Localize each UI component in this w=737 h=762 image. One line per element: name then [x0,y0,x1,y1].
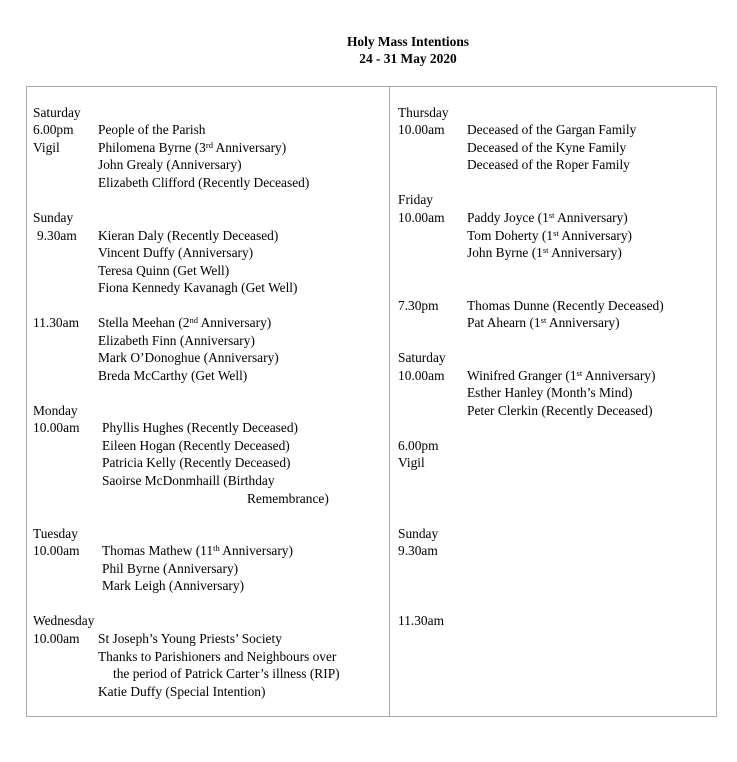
time-label: 10.00am [33,543,80,558]
intention-entry-continued: the period of Patrick Carter’s illness (RIP) [113,666,340,681]
time-label: 10.00am [398,210,445,225]
page-title [0,33,737,67]
day-label-wednesday: Wednesday [33,613,95,628]
intention-entry: Mark O’Donoghue (Anniversary) [98,350,279,365]
intention-entry: Kieran Daly (Recently Deceased) [98,228,279,243]
time-label: 10.00am [33,420,80,435]
title-heading: Holy Mass Intentions [346,34,470,49]
intention-entry: Vincent Duffy (Anniversary) [98,245,254,260]
day-label-saturday: Saturday [33,105,81,120]
day-label-tuesday: Tuesday [33,526,78,541]
time-label: 10.00am [33,631,80,646]
day-label-friday: Friday [398,192,433,207]
intention-entry: Paddy Joyce (1st Anniversary) [467,210,628,225]
intention-entry: Teresa Quinn (Get Well) [98,263,230,278]
intention-entry: Fiona Kennedy Kavanagh (Get Well) [98,280,298,295]
time-label: 6.00pm [398,438,439,453]
intention-entry: Mark Leigh (Anniversary) [102,578,245,593]
intention-entry: Eileen Hogan (Recently Deceased) [102,438,290,453]
time-label: 10.00am [398,122,445,137]
intention-entry: Winifred Granger (1st Anniversary) [467,368,656,383]
intention-entry: Patricia Kelly (Recently Deceased) [102,455,291,470]
intention-entry: Elizabeth Finn (Anniversary) [98,333,255,348]
intention-entry: People of the Parish [98,122,206,137]
intention-entry: Stella Meehan (2nd Anniversary) [98,315,272,330]
column-divider [389,86,390,717]
time-label: 7.30pm [398,298,439,313]
vigil-label: Vigil [33,140,60,155]
time-label: 9.30am [398,543,438,558]
day-label-thursday: Thursday [398,105,449,120]
intention-entry: Deceased of the Gargan Family [467,122,637,137]
intention-entry: John Grealy (Anniversary) [98,157,242,172]
day-label-saturday: Saturday [398,350,446,365]
intention-entry: Phil Byrne (Anniversary) [102,561,239,576]
intention-entry: Thomas Dunne (Recently Deceased) [467,298,664,313]
intention-entry: St Joseph’s Young Priests’ Society [98,631,282,646]
day-label-sunday: Sunday [398,526,439,541]
time-label: 11.30am [33,315,79,330]
day-label-sunday: Sunday [33,210,74,225]
time-label: 10.00am [398,368,445,383]
intention-entry: Breda McCarthy (Get Well) [98,368,248,383]
intention-entry: Esther Hanley (Month’s Mind) [467,385,633,400]
intention-entry: John Byrne (1st Anniversary) [467,245,622,260]
day-label-monday: Monday [33,403,78,418]
intention-entry: Elizabeth Clifford (Recently Deceased) [98,175,310,190]
intention-entry: Katie Duffy (Special Intention) [98,684,266,699]
time-label: 9.30am [37,228,77,243]
intention-entry: Pat Ahearn (1st Anniversary) [467,315,620,330]
vigil-label: Vigil [398,455,425,470]
intention-entry: Tom Doherty (1st Anniversary) [467,228,633,243]
intention-entry: Thomas Mathew (11th Anniversary) [102,543,293,558]
time-label: 11.30am [398,613,444,628]
intention-entry: Peter Clerkin (Recently Deceased) [467,403,653,418]
intention-entry: Thanks to Parishioners and Neighbours over [98,649,337,664]
intention-entry: Deceased of the Roper Family [467,157,630,172]
intention-entry: Philomena Byrne (3rd Anniversary) [98,140,287,155]
intention-entry: Phyllis Hughes (Recently Deceased) [102,420,298,435]
date-range: 24 - 31 May 2020 [359,51,457,66]
time-label: 6.00pm [33,122,74,137]
intention-entry: Saoirse McDonmhaill (Birthday [102,473,275,488]
intention-entry-continued: Remembrance) [247,491,329,506]
intention-entry: Deceased of the Kyne Family [467,140,627,155]
